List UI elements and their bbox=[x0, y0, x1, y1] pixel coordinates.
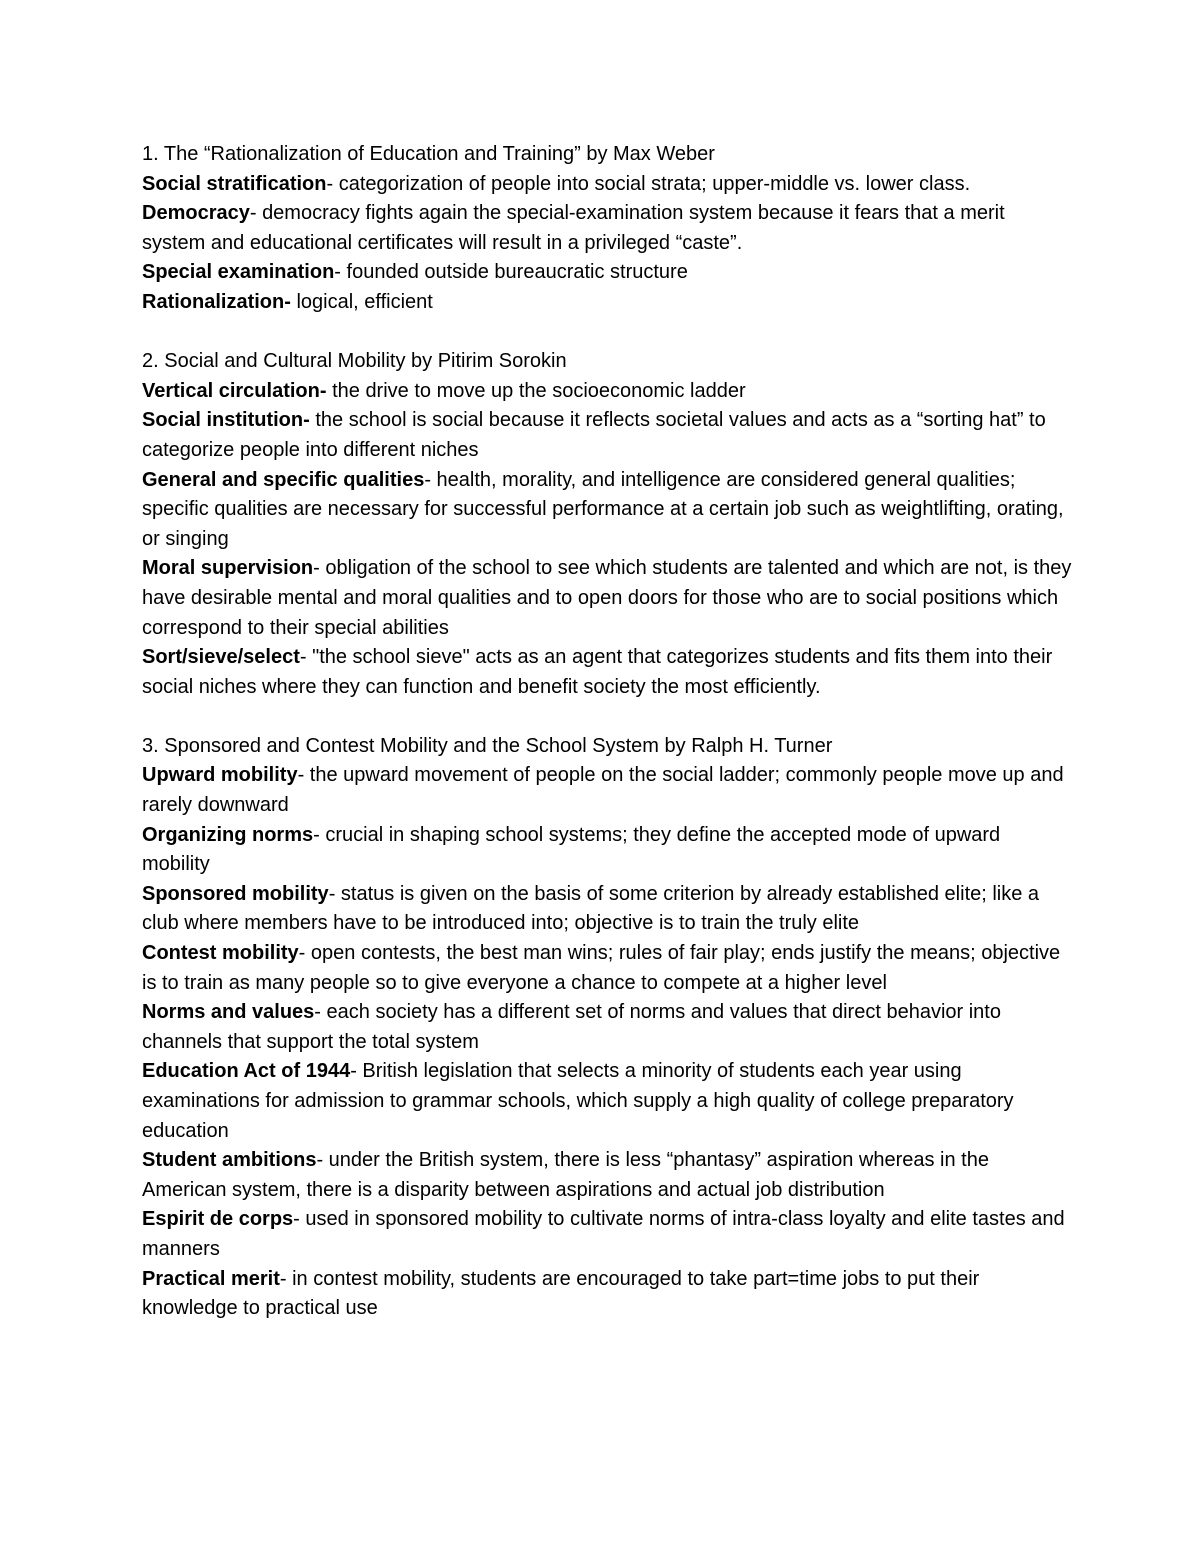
section-1 bbox=[142, 140, 1072, 318]
section-3 bbox=[142, 732, 1072, 1324]
glossary-entry bbox=[142, 1265, 1072, 1324]
entry-definition: health, morality, and intelligence are considered general qualities; specific qualities are necessary for successful performance at a certain job such as weightlifting, orating, or singing bbox=[142, 468, 1064, 550]
entry-term: Rationalization- bbox=[142, 290, 291, 313]
entry-term: Vertical circulation- bbox=[142, 379, 327, 402]
glossary-entry bbox=[142, 939, 1072, 998]
glossary-entry bbox=[142, 1205, 1072, 1264]
entry-definition: the drive to move up the socioeconomic ladder bbox=[332, 379, 746, 402]
entry-definition: the school is social because it reflects societal values and acts as a “sorting hat” to categorize people into different niches bbox=[142, 409, 1046, 461]
entry-definition: used in sponsored mobility to cultivate norms of intra-class loyalty and elite tastes and manners bbox=[142, 1208, 1065, 1260]
entry-term: Organizing norms bbox=[142, 823, 314, 846]
entry-separator: - bbox=[350, 1060, 363, 1083]
entry-separator: - bbox=[424, 468, 437, 491]
entry-definition: democracy fights again the special-examination system because it fears that a merit system and educational certificates will result in a privileged “caste”. bbox=[142, 202, 1005, 254]
glossary-entry bbox=[142, 466, 1072, 555]
glossary-entry bbox=[142, 880, 1072, 939]
entry-definition: obligation of the school to see which students are talented and which are not, is they have desirable mental and moral qualities and to open doors for those who are to social positions which correspond to their special abilities bbox=[142, 557, 1072, 639]
entry-definition: open contests, the best man wins; rules of fair play; ends justify the means; objective is to train as many people so to give everyone a chance to compete at a higher level bbox=[142, 942, 1061, 994]
entry-term: Sponsored mobility bbox=[142, 882, 329, 905]
entry-term: Student ambitions bbox=[142, 1149, 317, 1172]
section-spacer bbox=[142, 318, 1072, 348]
entry-separator: - bbox=[314, 1001, 327, 1024]
glossary-entry bbox=[142, 821, 1072, 880]
document-page bbox=[142, 140, 1072, 1324]
section-heading: 1. The “Rationalization of Education and Training” by Max Weber bbox=[142, 143, 715, 165]
glossary-entry bbox=[142, 199, 1072, 258]
glossary-entry bbox=[142, 1146, 1072, 1205]
entry-definition: each society has a different set of norms and values that direct behavior into channels that support the total system bbox=[142, 1001, 1001, 1053]
entry-definition: under the British system, there is less “phantasy” aspiration whereas in the American system, there is a disparity between aspirations and actual job distribution bbox=[142, 1149, 989, 1201]
entry-separator: - bbox=[299, 646, 313, 669]
entry-term: Democracy bbox=[142, 202, 250, 225]
entry-separator: - bbox=[316, 1149, 329, 1172]
section-spacer bbox=[142, 702, 1072, 732]
glossary-entry bbox=[142, 998, 1072, 1057]
glossary-entry bbox=[142, 554, 1072, 643]
entry-term: Education Act of 1944 bbox=[142, 1060, 351, 1083]
entry-separator: - bbox=[313, 557, 326, 580]
entry-term: Norms and values bbox=[142, 1001, 315, 1024]
entry-definition: "the school sieve" acts as an agent that categorizes students and fits them into their social niches where they can function and benefit society the most efficiently. bbox=[142, 646, 1053, 698]
entry-term: Practical merit bbox=[142, 1267, 280, 1290]
entry-separator: - bbox=[298, 942, 311, 965]
entry-separator: - bbox=[297, 764, 310, 787]
entry-term: Moral supervision bbox=[142, 557, 314, 580]
entry-term: Upward mobility bbox=[142, 764, 298, 787]
section-2 bbox=[142, 347, 1072, 702]
entry-definition: in contest mobility, students are encouraged to take part=time jobs to put their knowledge to practical use bbox=[142, 1267, 980, 1320]
entry-definition: status is given on the basis of some criterion by already established elite; like a club where members have to be introduced into; objective is to train the truly elite bbox=[142, 882, 1040, 935]
entry-definition: categorization of people into social strata; upper-middle vs. lower class. bbox=[338, 172, 971, 195]
entry-definition: British legislation that selects a minority of students each year using examinations for admission to grammar schools, which supply a high quality of college preparatory education bbox=[142, 1060, 1014, 1142]
entry-term: Contest mobility bbox=[142, 942, 299, 965]
entry-separator: - bbox=[326, 172, 339, 195]
entry-definition: logical, efficient bbox=[296, 290, 433, 313]
entry-separator: - bbox=[334, 261, 347, 284]
glossary-entry bbox=[142, 377, 1072, 407]
glossary-entry bbox=[142, 170, 1072, 200]
entry-definition: the upward movement of people on the social ladder; commonly people move up and rarely downward bbox=[142, 764, 1064, 817]
glossary-entry bbox=[142, 406, 1072, 465]
glossary-entry bbox=[142, 761, 1072, 820]
glossary-entry bbox=[142, 643, 1072, 702]
entry-separator: - bbox=[313, 823, 326, 846]
entry-separator: - bbox=[279, 1267, 293, 1290]
entry-term: Sort/sieve/select bbox=[142, 646, 300, 669]
section-heading: 3. Sponsored and Contest Mobility and the School System by Ralph H. Turner bbox=[142, 734, 833, 757]
glossary-entry bbox=[142, 1057, 1072, 1146]
entry-term: General and specific qualities bbox=[142, 468, 425, 491]
entry-separator: - bbox=[328, 882, 341, 905]
entry-term: Espirit de corps bbox=[142, 1208, 294, 1231]
entry-term: Special examination bbox=[142, 261, 335, 284]
entry-separator: - bbox=[249, 202, 263, 225]
entry-definition: founded outside bureaucratic structure bbox=[346, 261, 688, 284]
section-heading: 2. Social and Cultural Mobility by Pitirim Sorokin bbox=[142, 350, 567, 373]
entry-definition: crucial in shaping school systems; they define the accepted mode of upward mobility bbox=[142, 823, 1001, 876]
glossary-entry bbox=[142, 288, 1072, 318]
glossary-entry bbox=[142, 258, 1072, 288]
entry-term: Social institution- bbox=[142, 409, 310, 432]
entry-separator: - bbox=[293, 1208, 306, 1231]
entry-term: Social stratification bbox=[142, 172, 327, 195]
